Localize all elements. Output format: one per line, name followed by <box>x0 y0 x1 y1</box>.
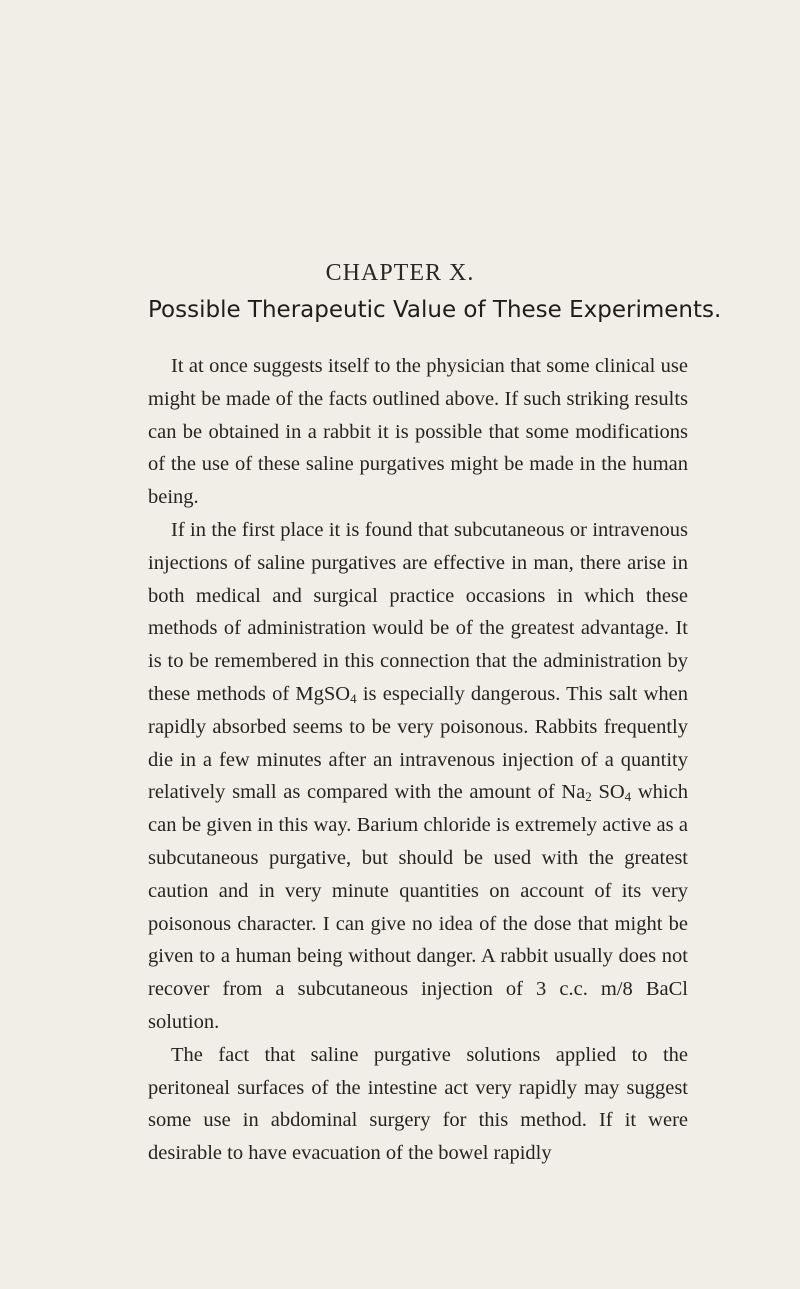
paragraph-2-part-c: SO <box>591 781 625 804</box>
paragraph-1: It at once suggests itself to the physician that some clinical use might be made of the facts outlined above. If such striking results can be obtained in a rabbit it is possible that some modifications of the use of these saline purgatives might be made in the human being. <box>148 355 688 509</box>
paragraph-2-part-d: which can be given in this way. Barium chloride is extremely active as a subcutaneous purgative, but should be used with the greatest caution and in very minute quantities on account of its very poisonous character. I can give no idea of the dose that might be given to a human being without danger. A rabbit usually does not recover from a subcutaneous injection of 3 c.c. m/8 BaCl solution. <box>148 781 688 1033</box>
subscript-mgso4: 4 <box>350 690 357 706</box>
paragraph-2-part-a: If in the first place it is found that subcutaneous or intravenous injections of saline purgatives are effective in man, there arise in both medical and surgical practice occasions in which these methods of administration would be of the greatest advantage. It is to be remembered in this connection that the administration by these methods of MgSO <box>148 518 688 705</box>
section-title: Possible Therapeutic Value of These Experiments. <box>148 297 722 323</box>
chapter-heading: CHAPTER X. <box>325 260 475 286</box>
paragraph-2 <box>148 514 688 1039</box>
paragraph-2-part-b: is especially dangerous. This salt when rapidly absorbed seems to be very poisonous. Rabbits frequently die in a few minutes after an intravenous injection of a quantity relatively small as compared with the amount of Na <box>148 682 688 804</box>
subscript-so4: 4 <box>624 789 632 805</box>
body-text <box>148 350 688 1170</box>
paragraph-3: The fact that saline purgative solutions applied to the peritoneal surfaces of the intestine act very rapidly may suggest some use in abdominal surgery for this method. If it were desirable to have evacuation of the bowel rapidly <box>148 1043 688 1165</box>
subscript-na2: 2 <box>585 789 592 805</box>
